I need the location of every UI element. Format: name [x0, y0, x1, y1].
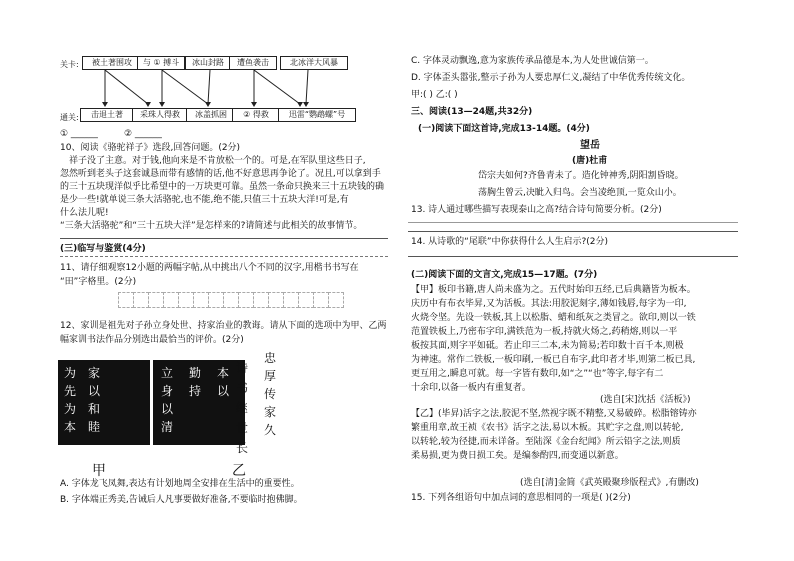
divider-right-1	[408, 231, 738, 232]
calligraphy-jia-2: 立 身 以 清 勤 持 本 以	[153, 360, 245, 445]
flow-box-8: 冰盖抓困	[186, 108, 236, 122]
dashed-divider	[60, 256, 388, 257]
blank-1: ① ______	[60, 129, 98, 139]
flow-box-4: 遭鱼袭击	[229, 56, 277, 70]
passage-a-line-7: 更互用之,瞬息可就。每一字皆有数印,如“之”“也”等字,每字有二	[411, 369, 664, 379]
flow-box-3: 冰山封路	[185, 56, 231, 70]
poem-line-2: 荡胸生曾云,决眦入归鸟。会当凌绝顶,一览众山小。	[478, 188, 682, 198]
flow-box-9: ② 得救	[232, 108, 280, 122]
option-a: A. 字体龙飞凤舞,表达有计划地周全安排在生活中的重要性。	[60, 479, 300, 489]
q13: 13. 诗人通过哪些描写表现泰山之高?结合诗句简要分析。(2分)	[411, 205, 662, 215]
divider	[60, 238, 388, 239]
flow-box-7: 采珠人得救	[132, 108, 188, 122]
passage-b-line-2: 繁重用章,故王祯《农书》活字之法,易以木板。其贮字之盘,则以转轮,	[411, 423, 684, 433]
sub-section-1: (一)阅读下面这首诗,完成13-14题。(4分)	[418, 124, 590, 134]
q12-line-2: 幅家训书法作品分别选出最恰当的评价。(2分)	[60, 335, 244, 345]
calligraphy-yi: 忠 厚 传 家 久 诗 书 继 世 长	[236, 351, 277, 455]
sub-section-2: (二)阅读下面的文言文,完成15—17题。(7分)	[411, 270, 598, 280]
flow-box-1: 被土著围攻	[82, 56, 142, 70]
answer-line: 甲:( ) 乙:( )	[411, 90, 458, 100]
blank-2: ② ______	[124, 129, 162, 139]
passage-b-line-1: 【乙】(毕昇)活字之法,胶泥不坚,然视字既不精整,又易破碎。松脂镕铸亦	[411, 409, 697, 419]
source-2: (选自[清]金简《武英殿聚珍版程式》,有删改)	[520, 478, 699, 488]
flow-row2-label: 通关:	[60, 113, 79, 122]
passage-a-line-5: 板按其面,则字平如砥。若止印三二本,未为简易;若印数十百千本,则极	[411, 341, 684, 351]
q10-title: 10、阅读《骆驼祥子》选段,回答问题。(2分)	[60, 143, 241, 153]
flow-arrows	[80, 70, 360, 110]
passage-a-line-6: 为神速。常作二铁板,一板印刷,一板已自布字,此印者才毕,则第二板已具,	[411, 355, 696, 365]
source-1: (选自[宋]沈括《活板》)	[600, 395, 691, 405]
poem-author: (唐)杜甫	[572, 156, 608, 166]
answer-line-13	[408, 222, 738, 223]
q10-line-5: 什么法儿呢!	[60, 208, 109, 218]
writing-grid[interactable]	[118, 292, 343, 308]
q11-line-2: “田”字格里。(2分)	[60, 277, 137, 287]
calligraphy-jia: 为 先 为 本 家 以 和 睦	[58, 360, 150, 445]
q11-line-1: 11、请仔细观察12小题的两幅字帖,从中挑出八个不同的汉字,用楷书书写在	[60, 263, 359, 273]
q10-line-6: “三条大活骆驼”和“三十五块大洋”是怎样来的?请简述与此相关的故事情节。	[60, 221, 363, 231]
flow-box-2: 与 ① 搏斗	[137, 56, 185, 70]
poem-title: 望岳	[580, 140, 600, 151]
passage-a-line-3: 火烧令坚。先设一铁板,其上以松脂、蜡和纸灰之类冒之。欲印,则以一铁	[411, 313, 696, 323]
q10-line-3: 的三十五块现洋似乎比希望中的一万块更可靠。虽然一条命只换来三十五块钱的确	[60, 182, 385, 192]
q14: 14. 从诗歌的“尾联”中你获得什么人生启示?(2分)	[411, 237, 609, 247]
option-d: D. 字体歪头嚣张,整示子孙为人要忠厚仁义,凝结了中华优秀传统文化。	[411, 73, 691, 83]
option-c: C. 字体灵动飘逸,意为家族传承品德是本,为人处世诚信第一。	[411, 56, 654, 66]
q15: 15. 下列各组语句中加点词的意思相同的一项是( )(2分)	[411, 493, 631, 503]
label-yi: 乙	[232, 463, 246, 479]
passage-a-line-4: 范置铁板上,乃密布字印,满铁范为一板,持就火炀之,药稍熔,则以一平	[411, 327, 678, 337]
passage-a-line-1: 【甲】板印书籍,唐人尚未盛为之。五代时始印五经,已后典籍皆为板本。	[411, 285, 696, 295]
label-jia: 甲	[92, 463, 106, 479]
flow-box-5: 北冰洋大风暴	[280, 56, 348, 70]
divider-right-2	[408, 256, 738, 257]
passage-a-line-8: 十余印,以备一板内有重复者。	[411, 383, 531, 393]
poem-line-1: 岱宗夫如何?齐鲁青未了。造化钟神秀,阴阳割昏晓。	[478, 171, 684, 181]
q10-line-4: 是少一些!就单说三条大活骆驼,也不能,绝不能,只值三十五块大洋!可是,有	[60, 195, 349, 205]
section-read-title: 三、阅读(13—24题,共32分)	[411, 107, 533, 117]
q10-line-1: 祥子没了主意。对于钱,他向来是不肯放松一个的。可是,在军队里这些日子,	[69, 156, 366, 166]
section-3-title: (三)临写与鉴赏(4分)	[60, 244, 146, 254]
passage-b-line-3: 以转轮,较为径捷,而未详备。至陆深《金台纪闻》所云铅字之法,则质	[411, 437, 681, 447]
q10-line-2: 忽然听到老头子这套诚恳而带有感情的话,他不好意思再争论了。况且,可以拿到手	[60, 169, 381, 179]
flow-box-10: 迅雷“鹦鹉螺”号	[278, 108, 356, 122]
option-b: B. 字体端正秀美,告诫后人凡事要做好准备,不要临时抱佛脚。	[60, 495, 303, 505]
passage-b-line-4: 柔易损,更为费日损工矣。是编参酌四,而变通以新意。	[411, 451, 624, 461]
passage-a-line-2: 庆历中有布衣毕昇,又为活板。其法:用胶泥刻字,薄如钱唇,每字为一印,	[411, 299, 687, 309]
q12-line-1: 12、家训是祖先对子孙立身处世、持家治业的教诲。请从下面的选项中为甲、乙两	[60, 321, 387, 331]
flow-box-6: 击退土著	[80, 108, 134, 122]
flow-row1-label: 关卡:	[60, 60, 79, 69]
